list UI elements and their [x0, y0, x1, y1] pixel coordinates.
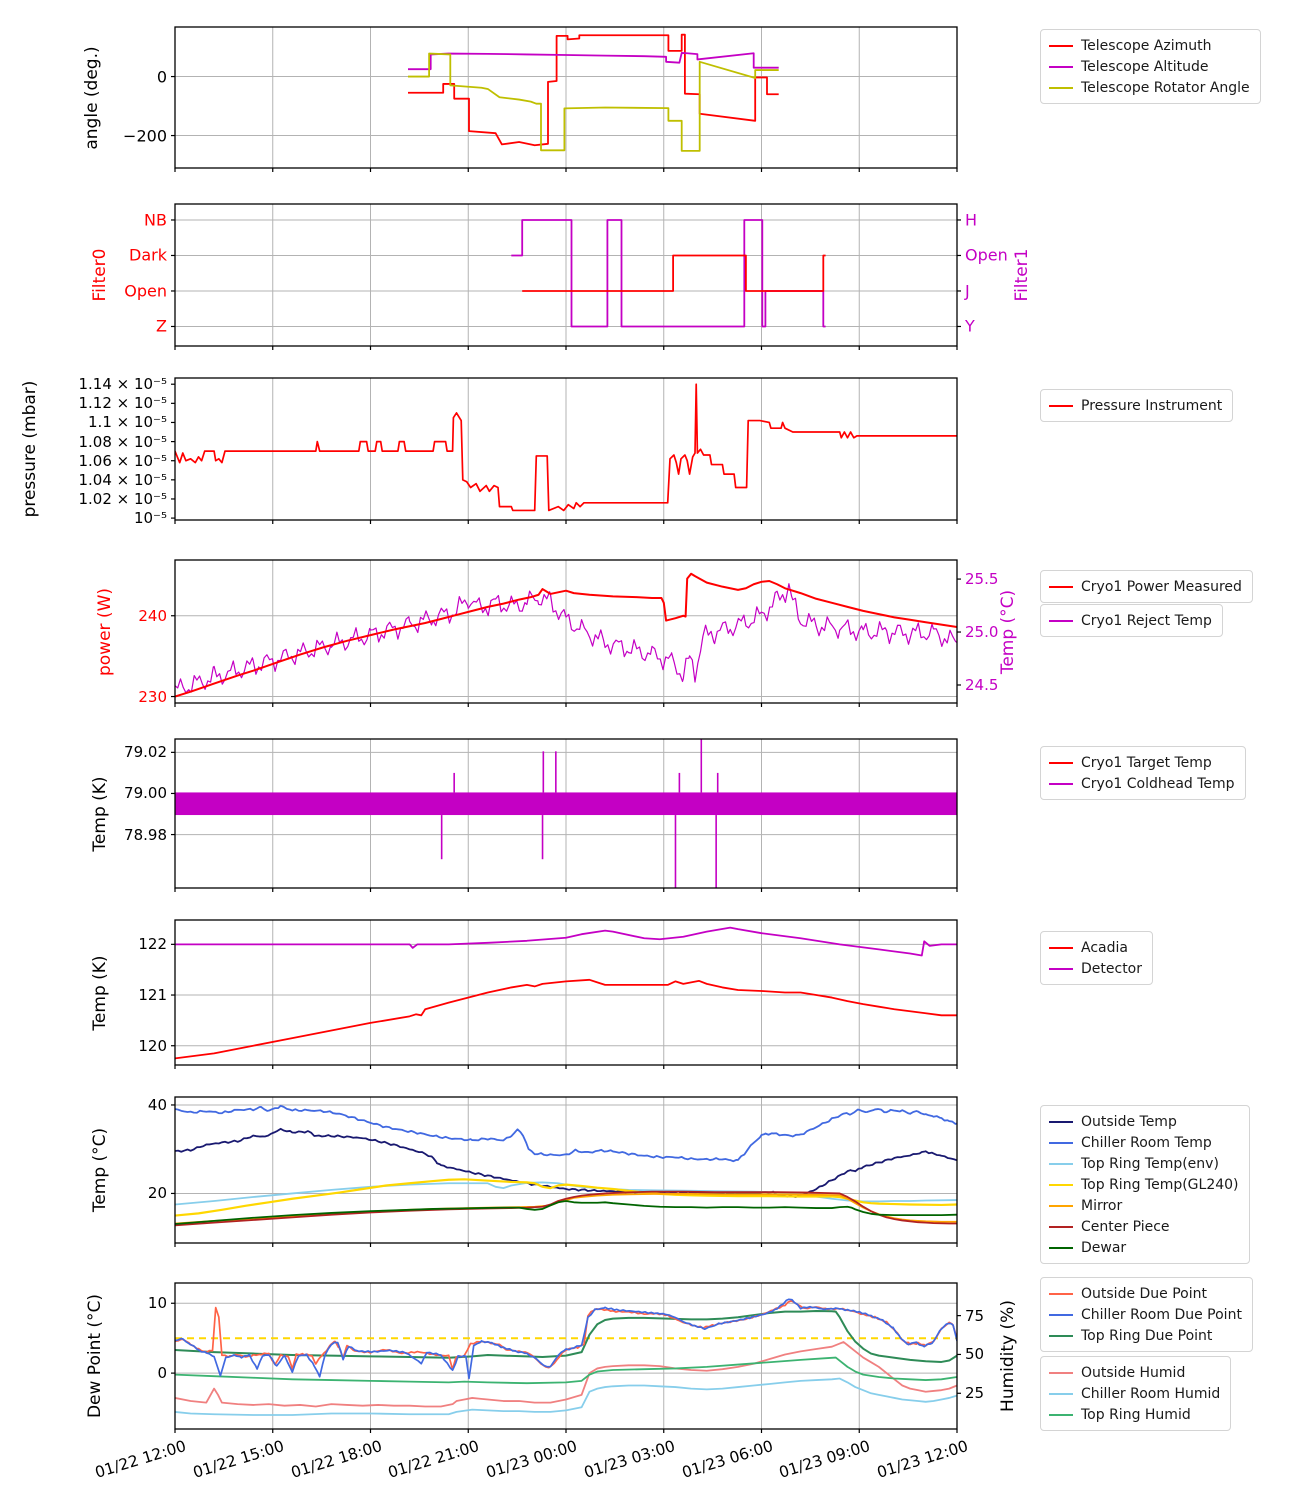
panel-cryo-temp [171, 736, 957, 892]
ylabel-cryo-power: power (W) [95, 587, 115, 676]
legend-label: Outside Due Point [1081, 1285, 1207, 1302]
panel-acadia-detector [171, 920, 957, 1069]
legend-swatch-icon [1049, 1226, 1073, 1228]
ytick-acadia-detector: 122 [138, 935, 167, 954]
legend-item [1049, 610, 1212, 631]
ytick-cryo-power: 230 [138, 687, 167, 706]
ylabel-right-dew-humidity: Humidity (%) [998, 1300, 1018, 1412]
legend-swatch-icon [1049, 45, 1073, 47]
legend-swatch-icon [1049, 586, 1073, 588]
series-filter0 [522, 255, 825, 291]
ytick-right-dew-humidity: 25 [965, 1384, 985, 1403]
panel-filters [171, 204, 961, 350]
legend-swatch-icon [1049, 1372, 1073, 1374]
legend-label: Outside Temp [1081, 1113, 1177, 1130]
legend-label: Telescope Altitude [1081, 58, 1209, 75]
legend-swatch-icon [1049, 620, 1073, 622]
legend-label: Center Piece [1081, 1218, 1170, 1235]
legend-swatch-icon [1049, 1293, 1073, 1295]
legend-item [1049, 1153, 1239, 1174]
legend-label: Telescope Rotator Angle [1081, 79, 1250, 96]
ytick-cryo-temp: 79.02 [124, 743, 167, 762]
ytick-filters: NB [144, 210, 167, 230]
legend-item [1049, 1111, 1239, 1132]
xtick-label: 01/23 09:00 [777, 1437, 873, 1482]
legend-swatch-icon [1049, 1393, 1073, 1395]
ytick-cryo-power: 240 [138, 606, 167, 625]
xtick-label: 01/22 18:00 [288, 1437, 384, 1482]
ylabel-cryo-temp: Temp (K) [90, 775, 110, 852]
panel-cryo-power [171, 560, 961, 707]
legend-label: Pressure Instrument [1081, 397, 1223, 414]
ylabel-angle: angle (deg.) [82, 45, 102, 150]
ytick-cryo-temp: 78.98 [124, 825, 167, 844]
ytick-right-dew-humidity: 50 [965, 1345, 985, 1364]
xtick-label: 01/23 03:00 [581, 1437, 678, 1482]
legend-swatch-icon [1049, 87, 1073, 89]
legend-swatch-icon [1049, 66, 1073, 68]
ytick-right-filters: Y [965, 316, 975, 336]
legend-label: Detector [1081, 960, 1143, 977]
legend-swatch-icon [1049, 1247, 1073, 1249]
ytick-dew-humidity: 0 [157, 1364, 167, 1383]
legend-env-temps-0 [1040, 1105, 1250, 1264]
legend-swatch-icon [1049, 968, 1073, 970]
panel-pressure [171, 378, 957, 524]
legend-label: Chiller Room Humid [1081, 1385, 1221, 1402]
legend-dew-humidity-1 [1040, 1356, 1231, 1431]
ylabel-right-filters: Filter1 [1012, 248, 1032, 302]
ytick-pressure: 1.06 × 10⁻⁵ [78, 451, 167, 470]
ytick-pressure: 1.12 × 10⁻⁵ [78, 394, 167, 413]
legend-label: Top Ring Temp(GL240) [1081, 1176, 1239, 1193]
legend-acadia-detector-0 [1040, 931, 1153, 985]
ytick-angle: 0 [156, 67, 167, 87]
legend-swatch-icon [1049, 1121, 1073, 1123]
legend-swatch-icon [1049, 1414, 1073, 1416]
ytick-pressure: 1.1 × 10⁻⁵ [88, 413, 167, 432]
legend-item [1049, 1304, 1242, 1325]
legend-item [1049, 937, 1142, 958]
legend-label: Telescope Azimuth [1081, 37, 1212, 54]
legend-label: Cryo1 Coldhead Temp [1081, 775, 1235, 792]
xtick-label: 01/22 15:00 [190, 1437, 287, 1482]
legend-label: Cryo1 Power Measured [1081, 578, 1242, 595]
ytick-env-temps: 40 [147, 1095, 167, 1114]
legend-item [1049, 77, 1250, 98]
legend-item [1049, 1383, 1220, 1404]
series-telescope-altitude [408, 53, 779, 69]
legend-swatch-icon [1049, 762, 1073, 764]
ytick-filters: Open [124, 281, 167, 301]
legend-item [1049, 958, 1142, 979]
legend-item [1049, 1132, 1239, 1153]
ytick-right-cryo-power: 25.0 [965, 623, 999, 642]
series-telescope-rotator-angle [408, 54, 779, 151]
cryo1-coldhead-band [175, 792, 957, 815]
legend-swatch-icon [1049, 947, 1073, 949]
ytick-pressure: 1.04 × 10⁻⁵ [78, 470, 167, 489]
legend-label: Cryo1 Target Temp [1081, 754, 1212, 771]
legend-item [1049, 576, 1242, 597]
series-filter1 [511, 220, 825, 327]
ylabel-env-temps: Temp (°C) [90, 1127, 110, 1213]
legend-label: Acadia [1081, 939, 1128, 956]
ytick-angle: −200 [123, 126, 167, 146]
ylabel-pressure: pressure (mbar) [20, 380, 40, 518]
legend-cryo-power-0 [1040, 570, 1253, 603]
panel-env-temps [171, 1097, 957, 1247]
ylabel-filters: Filter0 [90, 248, 110, 302]
ytick-right-cryo-power: 24.5 [965, 675, 999, 694]
ytick-pressure: 1.02 × 10⁻⁵ [78, 489, 167, 508]
legend-cryo-temp-0 [1040, 746, 1246, 800]
legend-item [1049, 1283, 1242, 1304]
legend-label: Chiller Room Temp [1081, 1134, 1212, 1151]
legend-item [1049, 35, 1250, 56]
legend-item [1049, 1362, 1220, 1383]
legend-swatch-icon [1049, 1335, 1073, 1337]
panel-dew-humidity [171, 1283, 961, 1433]
legend-item [1049, 1216, 1239, 1237]
series-telescope-azimuth [408, 35, 779, 146]
ytick-pressure: 10⁻⁵ [133, 509, 167, 528]
ytick-pressure: 1.08 × 10⁻⁵ [78, 432, 167, 451]
legend-angle-0 [1040, 29, 1261, 104]
ytick-pressure: 1.14 × 10⁻⁵ [78, 375, 167, 394]
legend-item [1049, 1195, 1239, 1216]
xtick-label: 01/23 12:00 [874, 1437, 971, 1482]
ylabel-acadia-detector: Temp (K) [90, 954, 110, 1031]
panel-angle [171, 27, 957, 172]
legend-item [1049, 752, 1235, 773]
xtick-label: 01/22 12:00 [92, 1437, 189, 1482]
ytick-filters: Dark [129, 245, 167, 265]
legend-swatch-icon [1049, 405, 1073, 407]
ytick-cryo-temp: 79.00 [124, 784, 167, 803]
ytick-acadia-detector: 121 [138, 986, 167, 1005]
legend-item [1049, 1325, 1242, 1346]
legend-label: Outside Humid [1081, 1364, 1186, 1381]
ytick-filters: Z [156, 316, 167, 336]
ytick-dew-humidity: 10 [147, 1294, 167, 1313]
legend-label: Dewar [1081, 1239, 1127, 1256]
legend-item [1049, 56, 1250, 77]
legend-item [1049, 773, 1235, 794]
legend-swatch-icon [1049, 1184, 1073, 1186]
xtick-label: 01/23 00:00 [483, 1437, 580, 1482]
ytick-right-filters: H [965, 210, 978, 230]
legend-label: Mirror [1081, 1197, 1123, 1214]
legend-item [1049, 1404, 1220, 1425]
legend-swatch-icon [1049, 1314, 1073, 1316]
ylabel-dew-humidity: Dew Point (°C) [85, 1293, 105, 1419]
ytick-right-filters: J [965, 281, 970, 301]
xtick-label: 01/22 21:00 [386, 1437, 482, 1482]
ytick-env-temps: 20 [147, 1184, 167, 1203]
legend-swatch-icon [1049, 783, 1073, 785]
legend-item [1049, 395, 1222, 416]
legend-label: Top Ring Temp(env) [1081, 1155, 1219, 1172]
legend-swatch-icon [1049, 1205, 1073, 1207]
legend-item [1049, 1174, 1239, 1195]
legend-swatch-icon [1049, 1163, 1073, 1165]
legend-pressure-0 [1040, 389, 1233, 422]
ytick-right-cryo-power: 25.5 [965, 570, 999, 589]
ytick-right-filters: Open [965, 245, 1008, 265]
legend-cryo-power-1 [1040, 604, 1223, 637]
legend-label: Top Ring Due Point [1081, 1327, 1213, 1344]
ytick-right-dew-humidity: 75 [965, 1306, 985, 1325]
legend-item [1049, 1237, 1239, 1258]
legend-dew-humidity-0 [1040, 1277, 1253, 1352]
legend-swatch-icon [1049, 1142, 1073, 1144]
legend-label: Chiller Room Due Point [1081, 1306, 1242, 1323]
ylabel-right-cryo-power: Temp (°C) [998, 589, 1018, 674]
xtick-label: 01/23 06:00 [679, 1437, 775, 1482]
legend-label: Top Ring Humid [1081, 1406, 1191, 1423]
legend-label: Cryo1 Reject Temp [1081, 612, 1212, 629]
ytick-acadia-detector: 120 [138, 1036, 167, 1055]
